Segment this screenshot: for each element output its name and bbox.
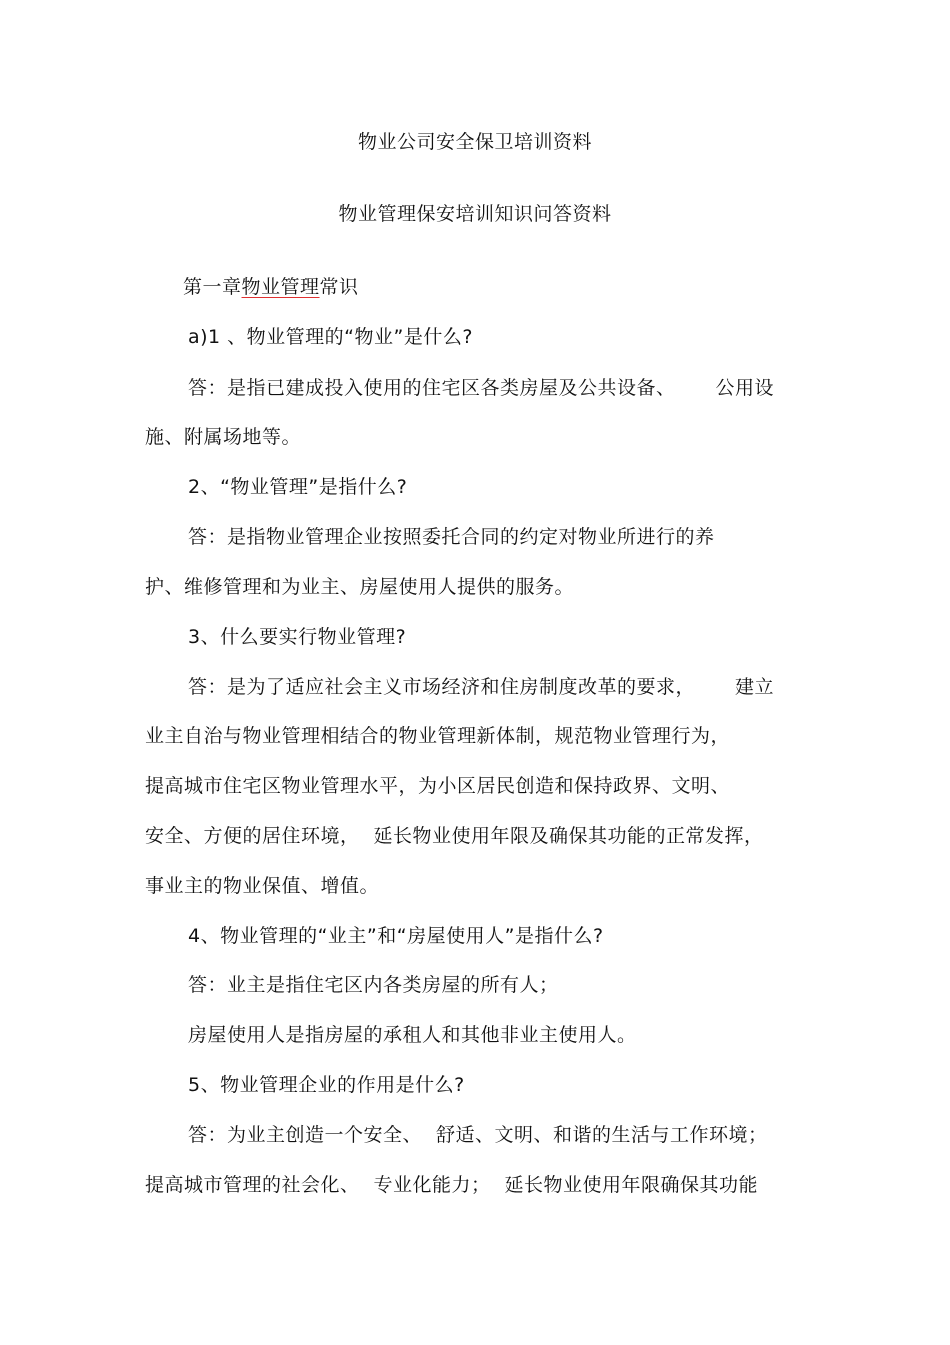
question-3: 3、什么要实行物业管理?	[188, 626, 407, 648]
document-subtitle: 物业管理保安培训知识问答资料	[338, 203, 612, 225]
answer-4-line-1: 答：业主是指住宅区内各类房屋的所有人；	[188, 974, 559, 996]
answer-3-line-1-part-a: 答：是为了适应社会主义市场经济和住房制度改革的要求，	[188, 676, 696, 698]
answer-3-line-4	[145, 824, 764, 848]
answer-2-line-2: 护、维修管理和为业主、房屋使用人提供的服务。	[145, 576, 575, 598]
answer-3-line-4-part-b: 延长物业使用年限及确保其功能的正常发挥，	[373, 825, 764, 847]
answer-3-line-1	[188, 675, 774, 699]
answer-5-line-1-part-a: 答：为业主创造一个安全、	[188, 1124, 423, 1146]
chapter-heading	[183, 275, 359, 299]
answer-3-line-5: 事业主的物业保值、增值。	[145, 875, 380, 897]
answer-5-line-1-part-b: 舒适、文明、和谐的生活与工作环境；	[436, 1124, 768, 1146]
answer-5-line-2	[145, 1173, 758, 1197]
chapter-prefix: 第一章	[183, 276, 242, 298]
answer-5-line-2-part-b: 专业化能力；	[373, 1174, 491, 1196]
chapter-suffix: 常识	[319, 276, 359, 298]
answer-3-line-2: 业主自治与物业管理相结合的物业管理新体制，规范物业管理行为，	[145, 725, 731, 747]
answer-5-line-2-part-c: 延长物业使用年限确保其功能	[504, 1174, 759, 1196]
chapter-underlined-text: 物业管理	[241, 276, 320, 298]
answer-1-line-1-part-b: 公用设	[715, 377, 775, 399]
answer-3-line-4-part-a: 安全、方便的居住环境，	[145, 825, 360, 847]
question-1: a)1 、物业管理的“物业”是什么?	[188, 326, 473, 348]
answer-4-line-2: 房屋使用人是指房屋的承租人和其他非业主使用人。	[188, 1024, 637, 1046]
answer-3-line-3: 提高城市住宅区物业管理水平，为小区居民创造和保持政界、文明、	[145, 775, 731, 797]
document-title: 物业公司安全保卫培训资料	[357, 131, 592, 153]
answer-1-line-1-part-a: 答：是指已建成投入使用的住宅区各类房屋及公共设备、	[188, 377, 676, 399]
answer-1-line-1	[188, 376, 774, 400]
question-4: 4、物业管理的“业主”和“房屋使用人”是指什么?	[188, 925, 604, 947]
answer-2-line-1: 答：是指物业管理企业按照委托合同的约定对物业所进行的养	[188, 526, 715, 548]
answer-5-line-2-part-a: 提高城市管理的社会化、	[145, 1174, 360, 1196]
question-5: 5、物业管理企业的作用是什么?	[188, 1074, 465, 1096]
answer-3-line-1-part-b: 建立	[735, 676, 775, 698]
question-2: 2、“物业管理”是指什么?	[188, 476, 408, 498]
answer-5-line-1	[188, 1123, 768, 1147]
answer-1-line-2: 施、附属场地等。	[145, 426, 302, 448]
